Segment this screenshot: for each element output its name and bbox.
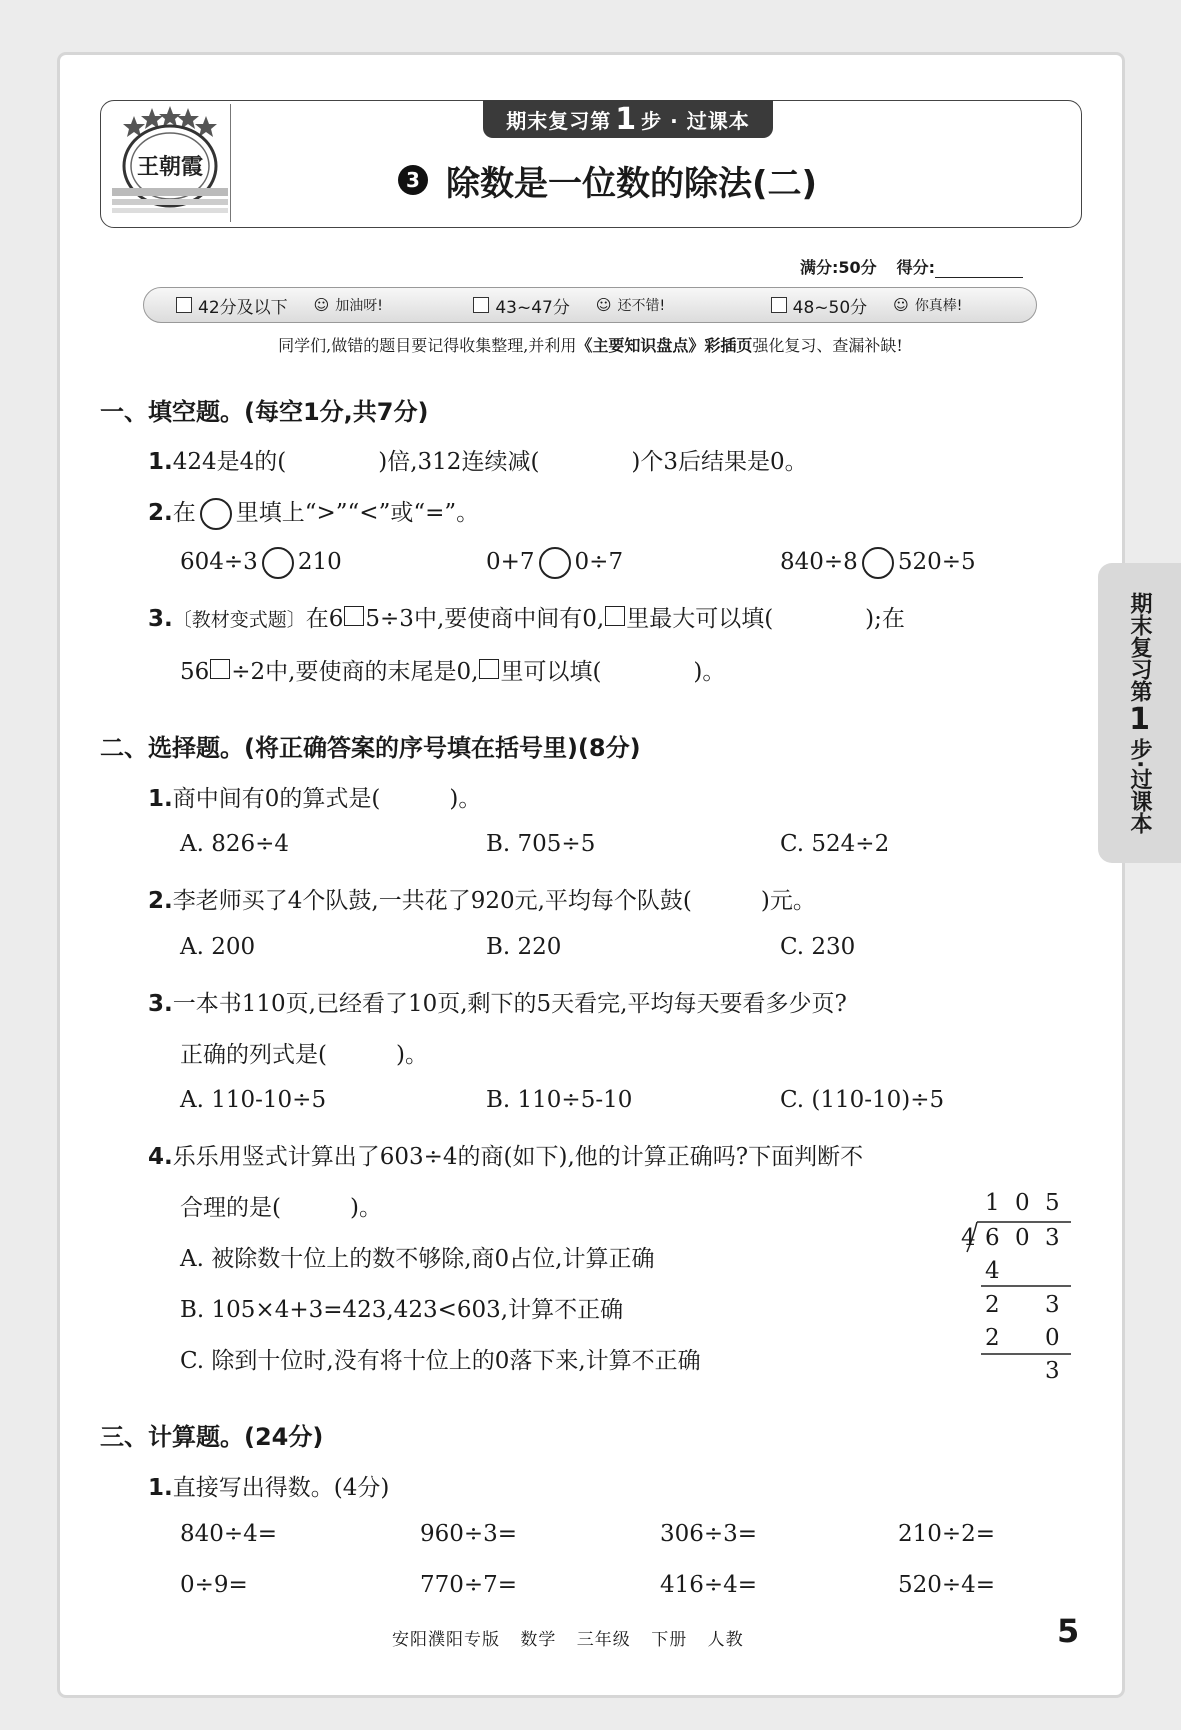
option: A. 826÷4 bbox=[180, 831, 290, 857]
chapter-title bbox=[398, 155, 817, 205]
full-score: 满分:50分 bbox=[800, 258, 877, 277]
rating-item: 43~47分 ☺ 还不错! bbox=[441, 293, 738, 318]
long-division: 1 0 5 4 6 0 3 4 2 3 2 0 3 bbox=[955, 1188, 1075, 1388]
question: 2.李老师买了4个队鼓,一共花了920元,平均每个队鼓( )元。 bbox=[148, 888, 816, 914]
smiley-icon: ☺ bbox=[893, 296, 909, 314]
calc-item: 306÷3= bbox=[660, 1521, 758, 1547]
question: 3.〔教材变式题〕在6 5÷3中,要使商中间有0, 里最大可以填( );在 bbox=[148, 606, 905, 632]
section-title-choice: 二、选择题。(将正确答案的序号填在括号里)(8分) bbox=[100, 734, 641, 762]
option: A. 被除数十位上的数不够除,商0占位,计算正确 bbox=[180, 1246, 655, 1272]
blank-square[interactable] bbox=[210, 659, 230, 679]
calc-item: 520÷4= bbox=[898, 1572, 996, 1598]
blank-square-icon bbox=[479, 659, 499, 679]
compare-item: 604÷3 210 bbox=[180, 547, 342, 579]
option: C. 除到十位时,没有将十位上的0落下来,计算不正确 bbox=[180, 1348, 701, 1374]
question: 4.乐乐用竖式计算出了603÷4的商(如下),他的计算正确吗?下面判断不 bbox=[148, 1144, 864, 1170]
section-title-fill: 一、填空题。(每空1分,共7分) bbox=[100, 398, 429, 426]
option: A. 110-10÷5 bbox=[180, 1087, 327, 1113]
option: C. 524÷2 bbox=[780, 831, 890, 857]
smiley-icon: ☺ bbox=[313, 296, 330, 314]
calc-item: 840÷4= bbox=[180, 1521, 278, 1547]
rating-item: 42分及以下 ☺ 加油呀! bbox=[144, 293, 441, 318]
checkbox[interactable] bbox=[771, 297, 787, 313]
logo-divider bbox=[230, 104, 231, 222]
question: 2.在 里填上“>”“<”或“=”。 bbox=[148, 494, 479, 530]
option: A. 200 bbox=[180, 934, 256, 960]
compare-circle-icon bbox=[200, 498, 232, 530]
compare-circle[interactable] bbox=[262, 547, 294, 579]
banner-post: 步 · 过课本 bbox=[641, 108, 750, 133]
score-blank[interactable] bbox=[935, 259, 1023, 278]
compare-circle[interactable] bbox=[539, 547, 571, 579]
blank-square[interactable] bbox=[344, 606, 364, 626]
section-title-calc: 三、计算题。(24分) bbox=[100, 1423, 324, 1451]
side-tab: 期末复习第 1 步·过课本 bbox=[1098, 563, 1181, 863]
option: B. 705÷5 bbox=[486, 831, 596, 857]
question: 1.商中间有0的算式是( )。 bbox=[148, 786, 482, 812]
page-number: 5 bbox=[1057, 1612, 1080, 1650]
chapter-number-badge: 3 bbox=[398, 165, 428, 195]
question: 3.一本书110页,已经看了10页,剩下的5天看完,平均每天要看多少页? bbox=[148, 991, 847, 1017]
calc-item: 210÷2= bbox=[898, 1521, 996, 1547]
option: B. 110÷5-10 bbox=[486, 1087, 633, 1113]
question-continued: 56 ÷2中,要使商的末尾是0, 里可以填( )。 bbox=[180, 659, 726, 685]
footer-edition: 安阳濮阳专版 数学 三年级 下册 人教 bbox=[392, 1630, 744, 1650]
compare-circle[interactable] bbox=[862, 547, 894, 579]
option: C. 230 bbox=[780, 934, 856, 960]
compare-item: 0+7 0÷7 bbox=[486, 547, 623, 579]
got-score: 得分: bbox=[897, 255, 1023, 278]
option: B. 220 bbox=[486, 934, 562, 960]
banner-num: 1 bbox=[615, 101, 638, 137]
blank-square-icon bbox=[605, 606, 625, 626]
calc-item: 770÷7= bbox=[420, 1572, 518, 1598]
calc-item: 960÷3= bbox=[420, 1521, 518, 1547]
logo-text: 王朝霞 bbox=[136, 154, 204, 180]
question-continued: 合理的是( )。 bbox=[180, 1195, 382, 1221]
checkbox[interactable] bbox=[176, 297, 192, 313]
compare-item: 840÷8 520÷5 bbox=[780, 547, 976, 579]
step-banner bbox=[483, 100, 773, 138]
question: 1.直接写出得数。(4分) bbox=[148, 1475, 390, 1501]
calc-item: 0÷9= bbox=[180, 1572, 248, 1598]
checkbox[interactable] bbox=[473, 297, 489, 313]
smiley-icon: ☺ bbox=[595, 296, 612, 314]
logo-badge bbox=[112, 104, 228, 222]
option: C. (110-10)÷5 bbox=[780, 1087, 945, 1113]
rating-bar bbox=[143, 287, 1037, 323]
rating-item: 48~50分 ☺ 你真棒! bbox=[739, 293, 1036, 318]
calc-item: 416÷4= bbox=[660, 1572, 758, 1598]
option: B. 105×4+3=423,423<603,计算不正确 bbox=[180, 1297, 624, 1323]
notice-text: 同学们,做错的题目要记得收集整理,并利用《主要知识盘点》彩插页强化复习、查漏补缺! bbox=[278, 336, 903, 355]
chapter-title-text: 除数是一位数的除法(二) bbox=[446, 163, 818, 204]
score-line bbox=[800, 255, 1023, 278]
question-continued: 正确的列式是( )。 bbox=[180, 1042, 428, 1068]
question: 1.424是4的( )倍,312连续减( )个3后结果是0。 bbox=[148, 449, 808, 475]
banner-pre: 期末复习第 bbox=[506, 108, 612, 133]
